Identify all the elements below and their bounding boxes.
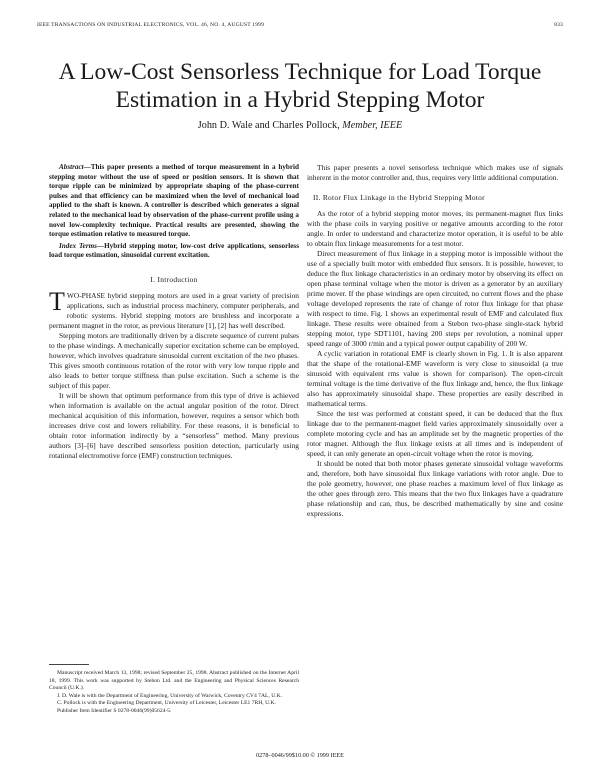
index-terms	[49, 242, 299, 261]
intro-paragraph-2: Stepping motors are traditionally driven by a discrete sequence of current pulses to the phase windings. A mechanically superior excitation scheme can be employed, however, which involves quadrature sinusoidal current excitation of the two phases. This gives smooth continuous rotation of the rotor with very low torque ripple and also leads to better torque stiffness than pulse excitation. Such a scheme is the subject of this paper.	[49, 330, 299, 390]
abstract-text: This paper presents a method of torque measurement in a hybrid stepping motor without the use of speed or position sensors. It is shown that torque ripple can be minimized by appropriate shaping of the phase-current pulses and that efficiency can be maximized when the level of mechanical load applied to the shaft is known. A controller is described which generates a signal related to the mechanical load by observation of the phase-current profile using a novel low-complexity technique. Practical results are presented, showing the torque estimation relative to measured torque.	[49, 163, 299, 239]
intro-paragraph-1	[49, 286, 299, 331]
right-paragraph-4: Since the test was performed at constant speed, it can be deduced that the flux linkage due to the permanent-magnet field varies approximately sinusoidally over a complete motoring cycle and has an amplitude set by the magnetic properties of the rotor magnet. Although the flux linkage exists at all times and is independent of speed, it can only generate an open-circuit voltage when the rotor is moving.	[307, 409, 563, 458]
author-role: Member, IEEE	[342, 120, 403, 131]
right-paragraph-1: As the rotor of a hybrid stepping motor moves, its permanent-magnet flux links with the phase coils in varying positive or negative amounts according to the rotor angle. In order to understand and characterize motor operation, it is useful to be able to obtain flux linkage measurements for a test motor.	[307, 209, 563, 248]
right-paragraph-2: Direct measurement of flux linkage in a stepping motor is impossible without the use of a specially built motor with embedded flux sensors. It is possible, however, to deduce the flux linkage characteristics in an ordinary motor by observing its effect on open phase terminal voltage when the motor is driven as a generator by an auxiliary prime mover. If the phase windings are open circuited, no current flows and the phase voltage developed represents the rate of change of rotor flux linkage for that phase with respect to time. Fig. 1 shows an experimental result of EMF and calculated flux linkage. These results were obtained from a Stebon two-phase single-stack hybrid stepping motor, type SDT1101, having 200 steps per revolution, a nominal upper speed range of 3000 r/min and a typical power output capability of 200 W.	[307, 249, 563, 348]
drop-cap: T	[49, 286, 65, 316]
footnote-rule	[49, 664, 89, 665]
intro-p1-text: WO-PHASE hybrid stepping motors are used in a great variety of precision applications, such as industrial process machinery, computer peripherals, and robotic systems. Hybrid stepping motors are brushless and incorporate a permanent magnet in the rotor, as previous literature [1], [2] has well described.	[49, 290, 299, 330]
copyright-line: 0278–0046/99$10.00 © 1999 IEEE	[256, 752, 344, 759]
footnote-manuscript: Manuscript received March 13, 1998; revised September 25, 1998. Abstract published on the Internet April 18, 1999. This work was supported by Stebon Ltd. and the Engineering and Physical Sciences Research Council (U.K.).	[49, 670, 299, 692]
index-terms-text: Hybrid stepping motor, low-cost drive applications, sensorless load torque estimation, sinusoidal current excitation.	[49, 241, 299, 260]
intro-paragraph-3: It will be shown that optimum performance from this type of drive is achieved when information is available on the actual angular position of the rotor. Direct mechanical acquisition of this information, however, requires a sensor which both increases drive cost and lowers reliability. For these reasons, it is beneficial to obtain rotor information indirectly by a “sensorless” method. Many previous authors [3]–[6] have described sensorless position detection, particularly using rotational electromotive force (EMF) construction techniques.	[49, 390, 299, 460]
journal-info: IEEE TRANSACTIONS ON INDUSTRIAL ELECTRONICS, VOL. 46, NO. 4, AUGUST 1999	[37, 22, 265, 28]
page-number: 833	[554, 22, 563, 28]
footnote-publisher-id: Publisher Item Identifier S 0278-0046(99)05624-5.	[57, 707, 172, 714]
right-paragraph-5: It should be noted that both motor phases generate sinusoidal voltage waveforms and, therefore, both have sinusoidal flux linkage variations with rotor angle. Due to the pole geometry, however, one phase reaches a maximum level of flux linkage as the other goes through zero. This means that the two flux linkages have a quadrature phase relationship and can, thus, be described mathematically by sine and cosine expressions.	[307, 459, 563, 518]
section-heading-introduction: I. Introduction	[150, 274, 198, 284]
section-heading-rotor-flux: II. Rotor Flux Linkage in the Hybrid Stepping Motor	[313, 193, 485, 202]
right-paragraph-3: A cyclic variation in rotational EMF is clearly shown in Fig. 1. It is also apparent that the shape of the rotational-EMF waveform is very close to sinusoidal (a true sinusoid with equivalent rms value is shown for comparison). The open-circuit terminal voltage is the time derivative of the flux linkage and, hence, the flux linkage also has approximately sinusoidal shape. These properties are easily described in mathematical terms.	[307, 349, 563, 408]
right-paragraph-0: This paper presents a novel sensorless technique which makes use of signals inherent in the motor controller and, thus, requires very little additional computation.	[307, 163, 563, 182]
paper-title: A Low-Cost Sensorless Technique for Load Torque Estimation in a Hybrid Stepping Motor	[58, 59, 542, 113]
abstract-lead: Abstract—	[59, 163, 91, 171]
running-head	[37, 22, 563, 32]
abstract	[49, 163, 299, 240]
index-terms-lead: Index Terms—	[59, 241, 105, 250]
author-names: John D. Wale and Charles Pollock,	[197, 120, 340, 131]
footnotes	[49, 670, 299, 716]
right-column	[307, 163, 563, 519]
left-column	[49, 163, 299, 461]
author-line	[20, 120, 580, 131]
footnote-author-pollock: C. Pollock is with the Engineering Department, University of Leicester, Leicester LE1 7RH, U.K.	[57, 700, 276, 707]
footnote-author-wale: J. D. Wale is with the Department of Engineering, University of Warwick, Coventry CV4 7AL, U.K.	[57, 692, 283, 699]
